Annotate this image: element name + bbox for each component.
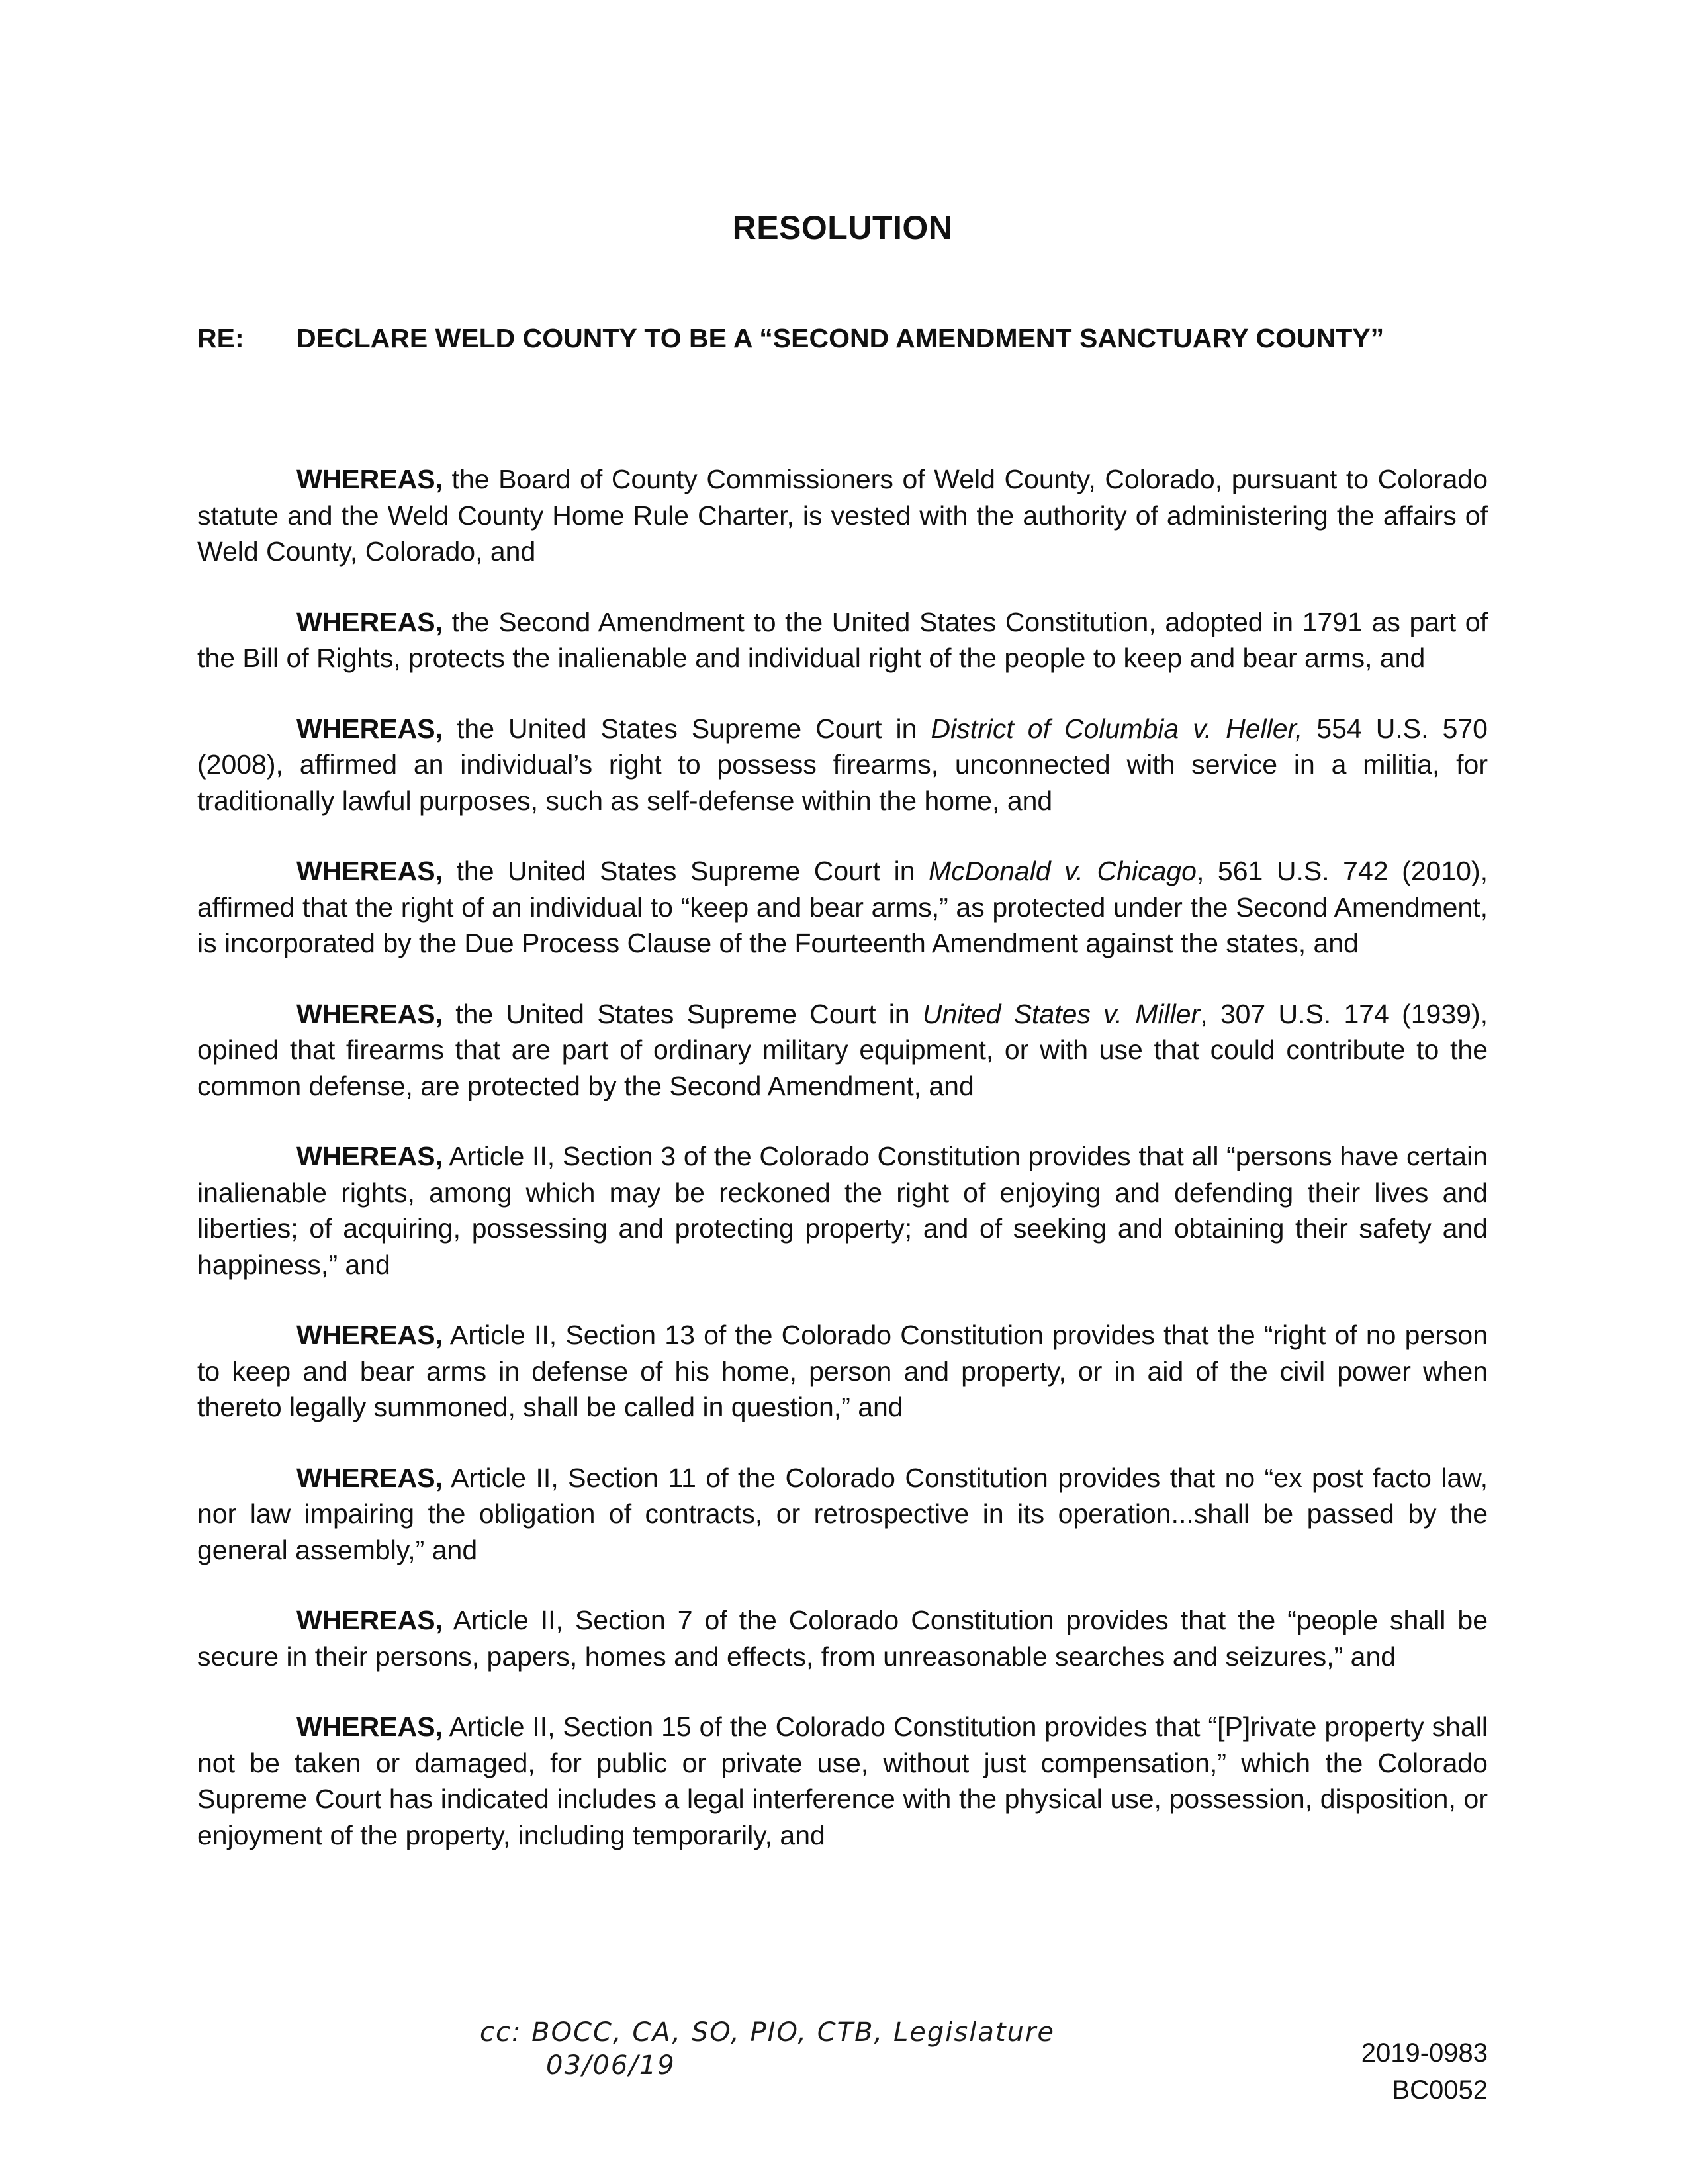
- paragraph-text: the Board of County Commissioners of Weld County, Colorado, pursuant to Colorado statute and the Weld County Home Rule Charter, is vested with the authority of administering the affairs of Weld County, Colorado, and: [197, 464, 1488, 567]
- case-citation: District of Columbia v. Heller,: [931, 713, 1303, 744]
- whereas-paragraph: [197, 711, 1488, 819]
- paragraph-text: Article II, Section 3 of the Colorado Constitution provides that all “persons have certain inalienable rights, among which may be reckoned the right of enjoying and defending their lives and liberties; of acquiring, possessing and protecting property; and of seeking and obtaining their safety and happiness,” and: [197, 1141, 1488, 1280]
- paragraph-text: Article II, Section 7 of the Colorado Constitution provides that the “people shall be secure in their persons, papers, homes and effects, from unreasonable searches and seizures,” and: [197, 1605, 1488, 1672]
- whereas-label: WHEREAS,: [296, 1462, 443, 1493]
- document-code: BC0052: [1392, 2075, 1488, 2105]
- paragraph-text: 554 U.S. 570 (2008), affirmed an individual’s right to possess firearms, unconnected with service in a militia, for traditionally lawful purposes, such as self-defense within the home, and: [197, 713, 1488, 816]
- whereas-label: WHEREAS,: [296, 1320, 443, 1350]
- whereas-paragraph: [197, 853, 1488, 962]
- case-citation: McDonald v. Chicago: [929, 856, 1197, 886]
- paragraph-text: Article II, Section 15 of the Colorado Constitution provides that “[P]rivate property shall not be taken or damaged, for public or private use, without just compensation,” which the Colorado Supreme Court has indicated includes a legal interference with the physical use, possession, disposition, or enjoyment of the property, including temporarily, and: [197, 1711, 1488, 1850]
- paragraph-text: Article II, Section 13 of the Colorado Constitution provides that the “right of no person to keep and bear arms in defense of his home, person and property, or in aid of the civil power when thereto legally summoned, shall be called in question,” and: [197, 1320, 1488, 1422]
- paragraph-text: the United States Supreme Court in: [442, 713, 931, 744]
- whereas-paragraph: [197, 604, 1488, 676]
- whereas-label: WHEREAS,: [296, 1141, 443, 1171]
- cc-distribution: cc: BOCC, CA, SO, PIO, CTB, Legislature: [480, 2017, 1055, 2048]
- whereas-paragraph: [197, 461, 1488, 570]
- cc-date: 03/06/19: [546, 2050, 676, 2081]
- whereas-label: WHEREAS,: [296, 606, 443, 637]
- document-number-block: [1361, 2034, 1488, 2109]
- whereas-paragraph: [197, 1460, 1488, 1569]
- re-text: DECLARE WELD COUNTY TO BE A “SECOND AMENDMENT SANCTUARY COUNTY”: [296, 323, 1385, 353]
- whereas-label: WHEREAS,: [296, 713, 443, 744]
- handwritten-cc-note: [480, 2016, 1055, 2082]
- whereas-label: WHEREAS,: [296, 464, 443, 494]
- paragraph-text: the United States Supreme Court in: [442, 998, 923, 1029]
- whereas-paragraph: [197, 1709, 1488, 1853]
- document-number: 2019-0983: [1361, 2038, 1488, 2068]
- whereas-paragraph: [197, 1317, 1488, 1426]
- paragraph-text: , 561 U.S. 742 (2010), affirmed that the right of an individual to “keep and bear arms,” as protected under the Second Amendment, is incorporated by the Due Process Clause of the Fourteenth Amendment against the states, and: [197, 856, 1488, 958]
- case-citation: United States v. Miller: [922, 998, 1201, 1029]
- whereas-paragraph: [197, 1602, 1488, 1674]
- resolution-body: [197, 461, 1488, 1888]
- re-subject: [197, 320, 1488, 356]
- whereas-label: WHEREAS,: [296, 998, 443, 1029]
- document-title: RESOLUTION: [732, 209, 953, 246]
- re-label: RE:: [197, 323, 244, 353]
- whereas-label: WHEREAS,: [296, 856, 443, 886]
- paragraph-text: , 307 U.S. 174 (1939), opined that firearms that are part of ordinary military equipment, or with use that could contribute to the common defense, are protected by the Second Amendment, and: [197, 998, 1488, 1101]
- whereas-paragraph: [197, 996, 1488, 1105]
- paragraph-text: the United States Supreme Court in: [442, 856, 929, 886]
- paragraph-text: the Second Amendment to the United States Constitution, adopted in 1791 as part of the Bill of Rights, protects the inalienable and individual right of the people to keep and bear arms, and: [197, 606, 1488, 673]
- whereas-label: WHEREAS,: [296, 1711, 443, 1742]
- whereas-paragraph: [197, 1138, 1488, 1283]
- paragraph-text: Article II, Section 11 of the Colorado Constitution provides that no “ex post facto law, nor law impairing the obligation of contracts, or retrospective in its operation...shall be passed by the general assembly,” and: [197, 1462, 1488, 1565]
- whereas-label: WHEREAS,: [296, 1605, 443, 1635]
